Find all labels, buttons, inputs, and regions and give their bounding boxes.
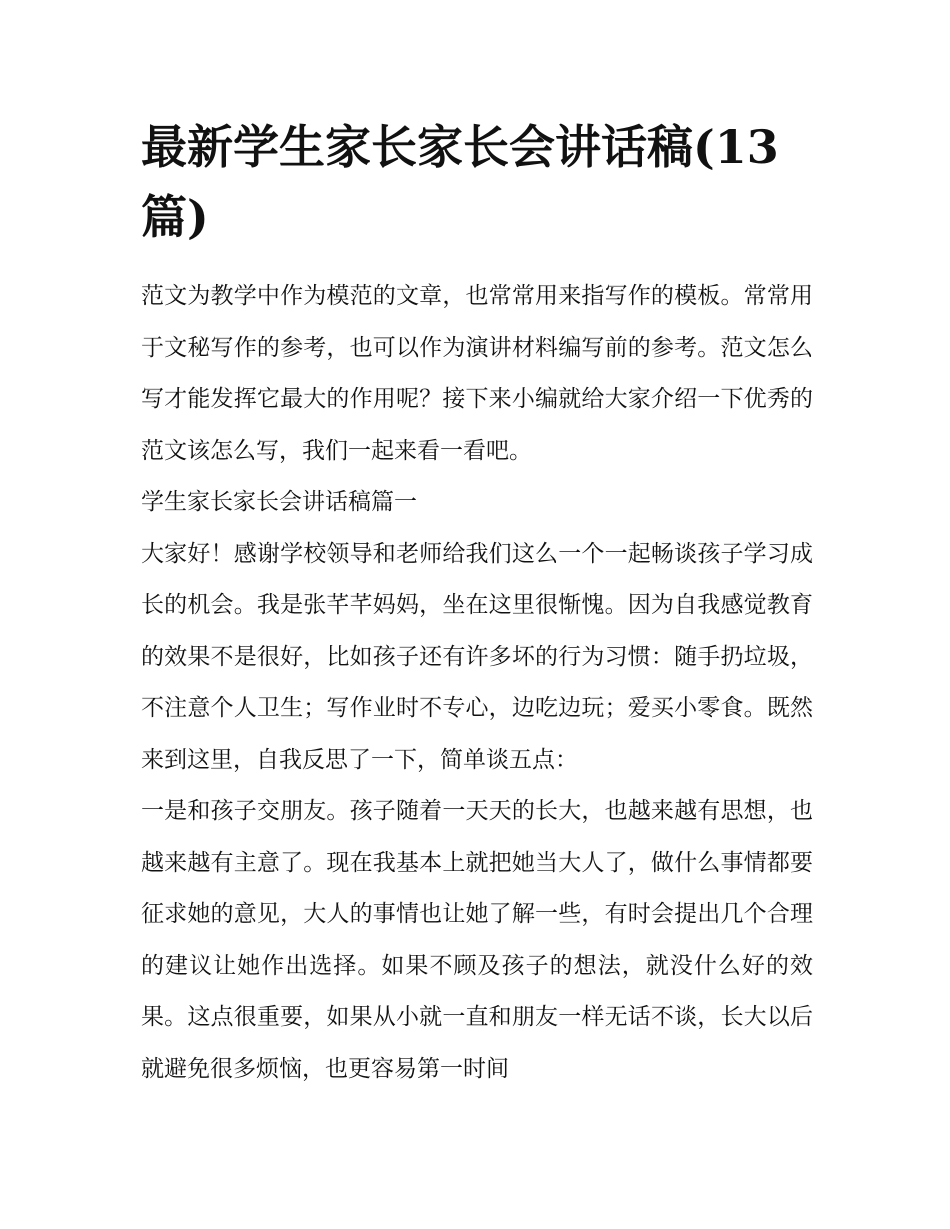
intro-paragraph: 范文为教学中作为模范的文章，也常常用来指写作的模板。常常用于文秘写作的参考，也可以作为演讲材料编写前的参考。范文怎么写才能发挥它最大的作用呢？接下来小编就给大家介绍一下优秀的范文该怎么写，我们一起来看一看吧。 [141,283,813,464]
section-heading: 学生家长家长会讲话稿篇一 [141,489,417,515]
body-paragraph-2: 一是和孩子交朋友。孩子随着一天天的长大，也越来越有思想，也越来越有主意了。现在我基本上就把她当大人了，做什么事情都要征求她的意见，大人的事情也让她了解一些，有时会提出几个合理的建议让她作出选择。如果不顾及孩子的想法，就没什么好的效果。这点很重要，如果从小就一直和朋友一样无话不谈，长大以后就避免很多烦恼，也更容易第一时间 [141,798,813,1082]
document-title: 最新学生家长家长会讲话稿(13篇) [141,120,779,244]
document-content [141,112,813,1095]
body-paragraph-1: 大家好！感谢学校领导和老师给我们这么一个一起畅谈孩子学习成长的机会。我是张芊芊妈妈，坐在这里很惭愧。因为自我感觉教育的效果不是很好，比如孩子还有许多坏的行为习惯：随手扔垃圾，不注意个人卫生；写作业时不专心，边吃边玩；爱买小零食。既然来到这里，自我反思了一下，简单谈五点： [141,540,813,773]
